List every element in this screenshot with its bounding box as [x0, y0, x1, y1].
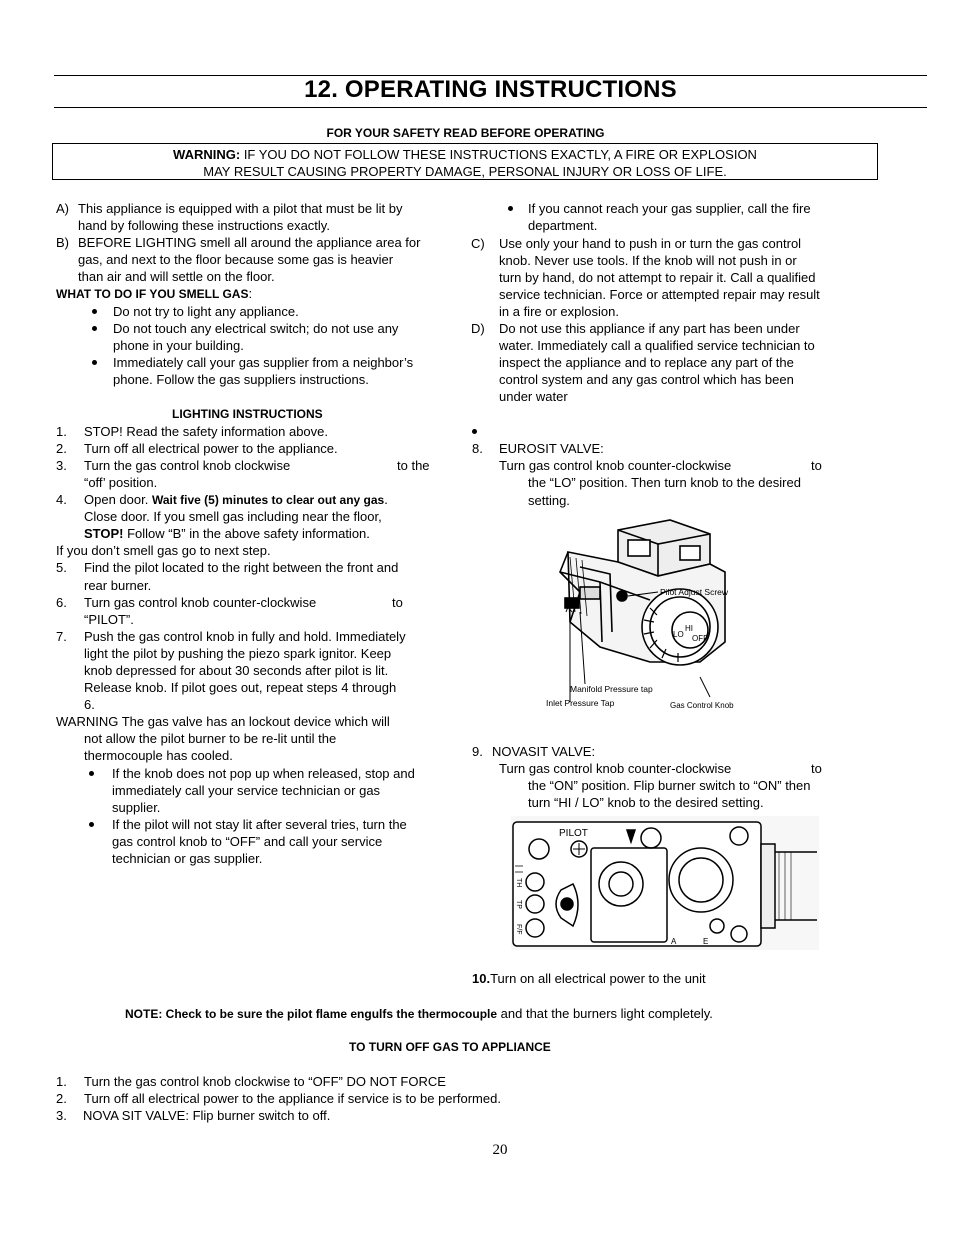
item-c-line-3: turn by hand, do not attempt to repair it. Call a qualified: [499, 270, 816, 285]
lighting-heading: LIGHTING INSTRUCTIONS: [172, 407, 323, 421]
step-10-number: 10.: [472, 971, 491, 986]
eurosit-inlet-label: Inlet Pressure Tap: [546, 698, 615, 708]
step-9-title: NOVASIT VALVE:: [492, 744, 596, 759]
step-5-number: 5.: [56, 560, 67, 575]
item-c-line-2: knob. Never use tools. If the knob will not push in or: [499, 253, 797, 268]
step-4-text-c: .: [384, 492, 388, 507]
bullet-dot: [92, 309, 97, 314]
page-number: 20: [492, 1142, 508, 1158]
step-9-line-3: turn “HI / LO” knob to the desired setting.: [528, 795, 764, 810]
step-7-line-4: Release knob. If pilot goes out, repeat steps 4 through: [84, 680, 397, 695]
step-4-stop: STOP!: [84, 526, 124, 541]
item-b-line-3: than air and will settle on the floor.: [78, 269, 275, 284]
step-4-text-a: Open door.: [84, 492, 152, 507]
smell-gas-heading-text: WHAT TO DO IF YOU SMELL GAS: [56, 287, 249, 301]
step-4-line-1: [84, 491, 388, 509]
lockout-warning-line-1: WARNING The gas valve has an lockout device which will: [56, 714, 390, 729]
bullet-dot: [92, 360, 97, 365]
note-rest-text: and that the burners light completely.: [497, 1006, 713, 1021]
smell-bullet-3-line-1: Immediately call your gas supplier from a neighbor’s: [113, 355, 414, 370]
step-9-line-1a: Turn gas control knob counter-clockwise: [499, 761, 732, 776]
turn-off-step-1-number: 1.: [56, 1074, 67, 1089]
step-7-line-3: knob depressed for about 30 seconds after pilot is lit.: [84, 663, 389, 678]
bullet-dot: [92, 326, 97, 331]
item-d-line-3: inspect the appliance and to replace any part of the: [499, 355, 794, 370]
turn-off-step-2-text: Turn off all electrical power to the appliance if service is to be performed.: [84, 1091, 501, 1106]
note-line: [125, 1005, 713, 1023]
novasit-pilot-label: PILOT: [559, 828, 588, 839]
item-c-line-4: service technician. Force or attempted repair may result: [499, 287, 820, 302]
bullet-dot: [472, 429, 477, 434]
right-bullet-line-2: department.: [528, 218, 598, 233]
step-4-line-3: [84, 525, 370, 542]
lockout-bullet-2-line-1: If the pilot will not stay lit after several tries, turn the: [112, 817, 407, 832]
step-4-number: 4.: [56, 492, 67, 507]
item-c-line-1: Use only your hand to push in or turn the gas control: [499, 236, 802, 251]
bullet-dot: [89, 822, 94, 827]
novasit-a-label: A: [671, 937, 677, 946]
step-7-line-5: 6.: [84, 697, 95, 712]
turn-off-step-3-text: NOVA SIT VALVE: Flip burner switch to off.: [83, 1108, 331, 1123]
smell-bullet-1: Do not try to light any appliance.: [113, 304, 299, 319]
smell-bullet-2-line-2: phone in your building.: [113, 338, 244, 353]
step-6-line-1b: to: [392, 595, 403, 610]
lockout-bullet-2-line-3: technician or gas supplier.: [112, 851, 263, 866]
eurosit-pilot-adjust-label: Pilot Adjust Screw: [660, 587, 729, 597]
note-bold-text: NOTE: Check to be sure the pilot flame engulfs the thermocouple: [125, 1007, 498, 1021]
lockout-bullet-2-line-2: gas control knob to “OFF” and call your service: [112, 834, 383, 849]
step-8-line-2: the “LO” position. Then turn knob to the desired: [528, 475, 801, 490]
next-step-text: If you don’t smell gas go to next step.: [56, 543, 271, 558]
safety-heading: FOR YOUR SAFETY READ BEFORE OPERATING: [326, 126, 605, 140]
item-d-line-4: control system and any gas control which has been: [499, 372, 794, 387]
item-a-line-1: This appliance is equipped with a pilot that must be lit by: [78, 201, 403, 216]
eurosit-manifold-label: Manifold Pressure tap: [570, 684, 653, 694]
step-6-line-2: “PILOT”.: [84, 612, 134, 627]
item-a-marker: A): [56, 201, 69, 216]
step-8-title: EUROSIT VALVE:: [499, 441, 604, 456]
step-9-line-1b: to: [811, 761, 822, 776]
step-7-number: 7.: [56, 629, 67, 644]
step-3-number: 3.: [56, 458, 67, 473]
step-5-line-1: Find the pilot located to the right between the front and: [84, 560, 399, 575]
warning-line-1: [53, 146, 877, 163]
title-underline: [54, 107, 927, 108]
item-c-line-5: in a fire or explosion.: [499, 304, 619, 319]
step-6-line-1a: Turn gas control knob counter-clockwise: [84, 595, 317, 610]
eurosit-off-label: OFF: [692, 634, 708, 643]
novasit-valve-illustration: [511, 816, 819, 950]
step-4-line-2: Close door. If you smell gas including near the floor,: [84, 509, 382, 524]
turn-off-step-1-text: Turn the gas control knob clockwise to “OFF” DO NOT FORCE: [84, 1074, 446, 1089]
turn-off-step-3-number: 3.: [56, 1108, 67, 1123]
lockout-bullet-1-line-1: If the knob does not pop up when released, stop and: [112, 766, 415, 781]
item-c-marker: C): [471, 236, 485, 251]
item-d-line-1: Do not use this appliance if any part has been under: [499, 321, 800, 336]
novasit-e-label: E: [703, 937, 709, 946]
step-1-text: STOP! Read the safety information above.: [84, 424, 329, 439]
lockout-bullet-1-line-2: immediately call your service technician or gas: [112, 783, 381, 798]
warning-box: [52, 143, 878, 180]
lockout-bullet-1-line-3: supplier.: [112, 800, 161, 815]
eurosit-lo-label: LO: [673, 630, 684, 639]
step-8-line-3: setting.: [528, 493, 570, 508]
step-4-text-bold: Wait five (5) minutes to clear out any gas: [151, 493, 385, 507]
warning-line-2: MAY RESULT CAUSING PROPERTY DAMAGE, PERSONAL INJURY OR LOSS OF LIFE.: [203, 164, 727, 179]
smell-gas-colon: :: [248, 286, 253, 301]
right-bullet-line-1: If you cannot reach your gas supplier, call the fire: [528, 201, 811, 216]
warning-text-1: IF YOU DO NOT FOLLOW THESE INSTRUCTIONS EXACTLY, A FIRE OR EXPLOSION: [240, 147, 757, 162]
smell-gas-heading: [56, 285, 252, 303]
warning-label: WARNING:: [173, 147, 241, 162]
item-b-line-2: gas, and next to the floor because some gas is heavier: [78, 252, 394, 267]
step-3-line-1a: Turn the gas control knob clockwise: [84, 458, 291, 473]
lockout-warning-line-2: not allow the pilot burner to be re-lit until the: [84, 731, 337, 746]
step-10: [472, 970, 706, 987]
turn-off-step-2-number: 2.: [56, 1091, 67, 1106]
step-9-line-2: the “ON” position. Flip burner switch to “ON” then: [528, 778, 811, 793]
step-10-text: Turn on all electrical power to the unit: [490, 971, 706, 986]
step-4-text-follow: Follow “B” in the above safety information.: [123, 526, 370, 541]
novasit-ff-label: F/F: [515, 924, 522, 935]
novasit-tp-label: TP: [515, 900, 522, 909]
item-a-line-2: hand by following these instructions exactly.: [78, 218, 330, 233]
step-8-number: 8.: [472, 441, 483, 456]
step-5-line-2: rear burner.: [84, 578, 152, 593]
smell-bullet-2-line-1: Do not touch any electrical switch; do not use any: [113, 321, 399, 336]
step-7-line-1: Push the gas control knob in fully and hold. Immediately: [84, 629, 406, 644]
smell-bullet-3-line-2: phone. Follow the gas suppliers instructions.: [113, 372, 369, 387]
step-3-line-1b: to the: [397, 458, 430, 473]
step-1-number: 1.: [56, 424, 67, 439]
step-3-line-2: “off’ position.: [84, 475, 158, 490]
turn-off-heading: TO TURN OFF GAS TO APPLIANCE: [349, 1040, 551, 1054]
bullet-dot: [508, 206, 513, 211]
item-b-line-1: BEFORE LIGHTING smell all around the appliance area for: [78, 235, 421, 250]
item-d-line-2: water. Immediately call a qualified service technician to: [499, 338, 815, 353]
step-7-line-2: light the pilot by pushing the piezo spark ignitor. Keep: [84, 646, 392, 661]
step-8-line-1a: Turn gas control knob counter-clockwise: [499, 458, 732, 473]
novasit-th-label: TH: [515, 878, 522, 888]
item-d-line-5: under water: [499, 389, 568, 404]
item-b-marker: B): [56, 235, 69, 250]
step-9-number: 9.: [472, 744, 483, 759]
eurosit-hi-label: HI: [685, 624, 693, 633]
step-8-line-1b: to: [811, 458, 822, 473]
step-2-text: Turn off all electrical power to the appliance.: [84, 441, 338, 456]
lockout-warning-line-3: thermocouple has cooled.: [84, 748, 233, 763]
page-title: 12. OPERATING INSTRUCTIONS: [304, 76, 677, 103]
eurosit-valve-illustration: [540, 512, 770, 717]
step-6-number: 6.: [56, 595, 67, 610]
bullet-dot: [89, 771, 94, 776]
step-2-number: 2.: [56, 441, 67, 456]
item-d-marker: D): [471, 321, 485, 336]
eurosit-knob-label: Gas Control Knob: [670, 701, 734, 710]
